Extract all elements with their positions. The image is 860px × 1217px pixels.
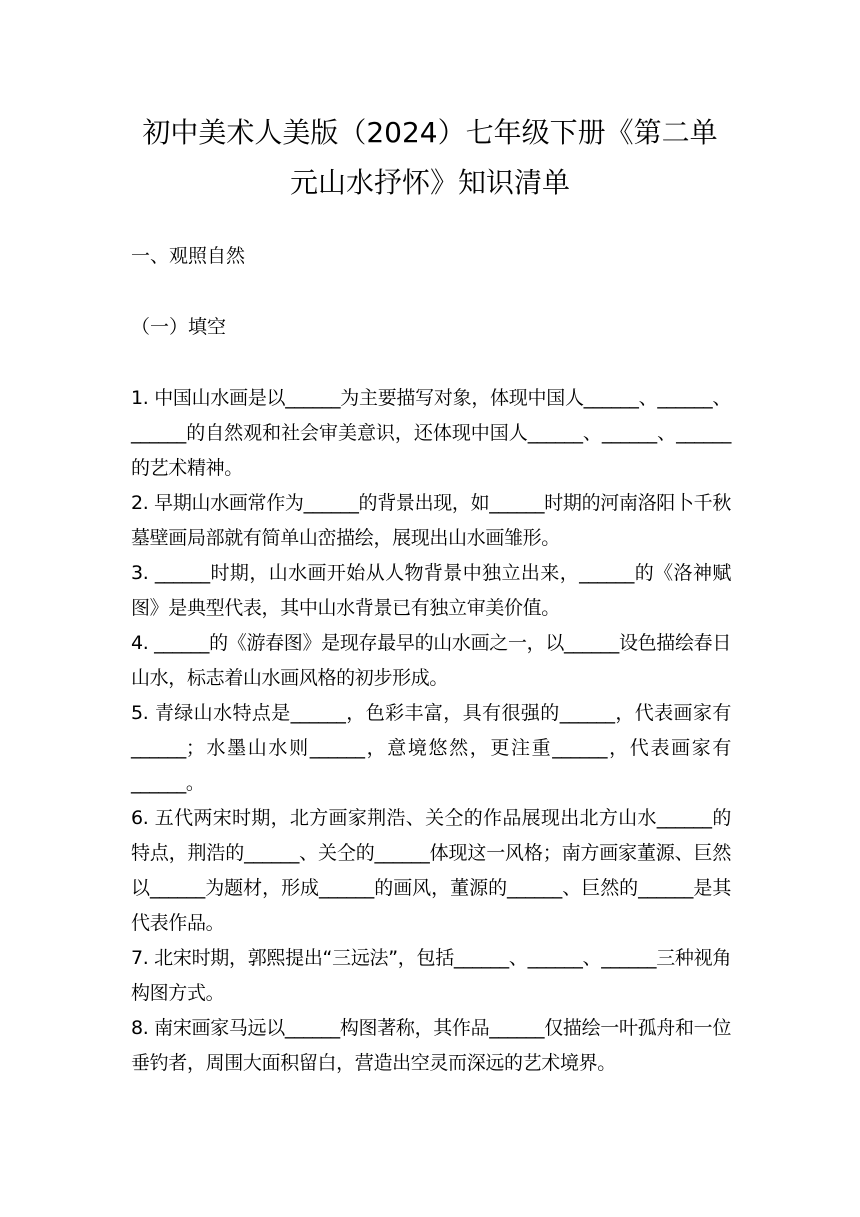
subsection-heading: （一）填空	[131, 316, 227, 338]
question-item: 6. 五代两宋时期，北方画家荆浩、关仝的作品展现出北方山水______的特点，荆浩的______、关仝的______体现这一风格；南方画家董源、巨然以______为题材，形成______的画风，董源的______、巨然的______是其代表作品。	[131, 807, 731, 934]
question-item: 5. 青绿山水特点是______，色彩丰富，具有很强的______，代表画家有______；水墨山水则______，意境悠然，更注重______，代表画家有______。	[131, 702, 731, 794]
question-item: 1. 中国山水画是以______为主要描写对象，体现中国人______、______、______的自然观和社会审美意识，还体现中国人______、______、______的艺术精神。	[131, 387, 731, 479]
question-item: 8. 南宋画家马远以______构图著称，其作品______仅描绘一叶孤舟和一位垂钓者，周围大面积留白，营造出空灵而深远的艺术境界。	[131, 1017, 731, 1074]
title-line-2: 元山水抒怀》知识清单	[289, 166, 570, 199]
document-title	[110, 108, 750, 208]
question-item: 7. 北宋时期，郭熙提出“三远法”，包括______、______、______三种视角构图方式。	[131, 947, 731, 1004]
title-line-1: 初中美术人美版（2024）七年级下册《第二单	[142, 116, 718, 149]
question-item: 4. ______的《游春图》是现存最早的山水画之一，以______设色描绘春日山水，标志着山水画风格的初步形成。	[131, 632, 731, 689]
question-list	[131, 381, 731, 1081]
question-item: 2. 早期山水画常作为______的背景出现，如______时期的河南洛阳卜千秋墓壁画局部就有简单山峦描绘，展现出山水画雏形。	[131, 492, 731, 549]
question-item: 3. ______时期，山水画开始从人物背景中独立出来，______的《洛神赋图》是典型代表，其中山水背景已有独立审美价值。	[131, 562, 731, 619]
section-heading: 一、观照自然	[131, 245, 246, 267]
